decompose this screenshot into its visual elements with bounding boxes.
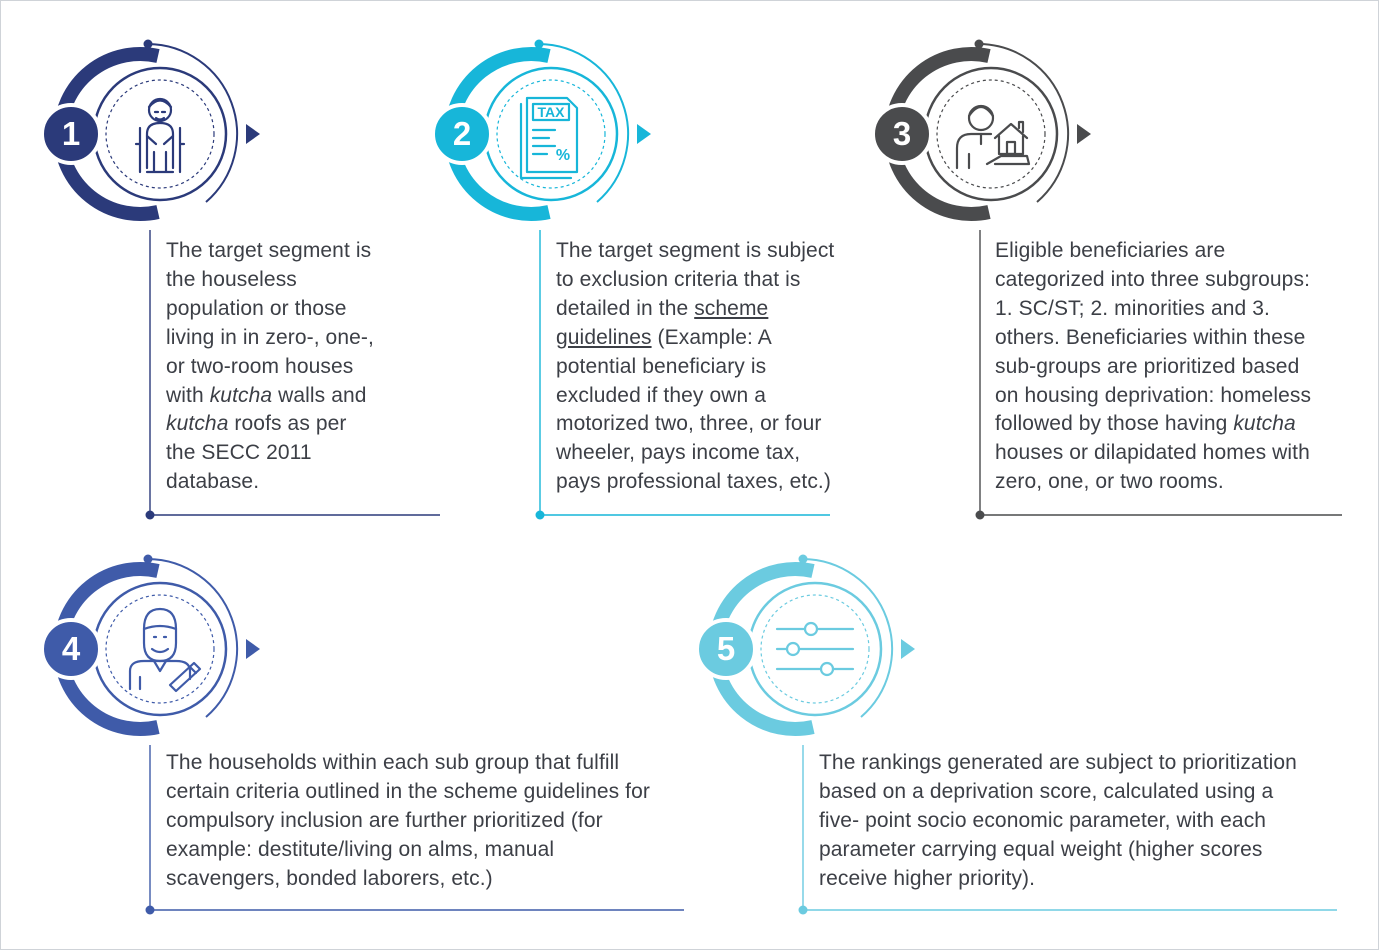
text-segment: to exclusion criteria that is [556, 267, 801, 291]
text-segment: living in in zero-, one-, [166, 325, 374, 349]
step-number-badge: 4 [40, 618, 102, 680]
tax-label: TAX [537, 104, 565, 120]
text-segment: database. [166, 470, 260, 494]
text-segment: excluded if they own a [556, 383, 766, 407]
link-text: guidelines [556, 325, 652, 349]
text-segment: population or those [166, 296, 347, 320]
text-segment: pays professional taxes, etc.) [556, 470, 831, 494]
slider-knob [821, 663, 833, 675]
arc-end-dot [799, 555, 808, 564]
text-segment: the houseless [166, 267, 297, 291]
text-segment: houses or dilapidated homes with [995, 441, 1310, 465]
description-line [819, 836, 1339, 865]
text-segment: The target segment is [166, 239, 372, 262]
text-segment: wheeler, pays income tax, [556, 441, 801, 465]
text-segment: scavengers, bonded laborers, etc.) [166, 866, 493, 890]
text-segment: roofs as per [228, 412, 347, 436]
text-segment: kutcha [1233, 412, 1296, 436]
text-segment: parameter carrying equal weight (higher scores [819, 837, 1263, 861]
text-segment: compulsory inclusion are further prioritized (for [166, 808, 603, 832]
connector-dot [799, 906, 808, 915]
step-description [819, 749, 1339, 894]
text-segment: Eligible beneficiaries are [995, 239, 1226, 262]
text-segment: detailed in the [556, 296, 695, 320]
text-segment: certain criteria outlined in the scheme guidelines for [166, 779, 650, 803]
text-segment: on housing deprivation: homeless [995, 383, 1312, 407]
text-segment: kutcha [209, 383, 273, 407]
text-segment: zero, one, or two rooms. [995, 470, 1224, 494]
step-number-badge: 1 [40, 103, 102, 165]
percent-symbol: % [555, 147, 571, 164]
description-line [819, 778, 1339, 807]
description-line [819, 749, 1339, 778]
text-segment: with [166, 383, 210, 407]
slider-knob [805, 623, 817, 635]
text-segment: or two-room houses [166, 354, 354, 378]
text-segment: receive higher priority). [819, 866, 1036, 890]
slider-knob [787, 643, 799, 655]
text-segment: example: destitute/living on alms, manual [166, 837, 555, 861]
text-segment: 1. SC/ST; 2. minorities and 3. [995, 296, 1270, 320]
text-segment: based on a deprivation score, calculated using a [819, 779, 1274, 803]
text-segment: motorized two, three, or four [556, 412, 822, 436]
text-segment: (Example: A [651, 325, 772, 349]
link-text: scheme [694, 296, 769, 320]
text-segment: sub-groups are prioritized based [995, 354, 1300, 378]
text-segment: the SECC 2011 [166, 441, 312, 465]
text-segment: walls and [272, 383, 367, 407]
pointer-triangle [901, 639, 915, 659]
description-line [819, 807, 1339, 836]
text-segment: The households within each sub group that fulfill [166, 751, 620, 774]
text-segment: The rankings generated are subject to prioritization [819, 751, 1297, 774]
text-segment: followed by those having [995, 412, 1234, 436]
description-line [819, 865, 1339, 894]
step-number-badge: 2 [431, 103, 493, 165]
text-segment: others. Beneficiaries within these [995, 325, 1306, 349]
text-segment: kutcha [166, 412, 229, 436]
text-segment: The target segment is subject [556, 239, 835, 262]
step-number-badge: 3 [871, 103, 933, 165]
text-segment: five- point socio economic parameter, with each [819, 808, 1267, 832]
step-number-badge: 5 [695, 618, 757, 680]
text-segment: potential beneficiary is [556, 354, 767, 378]
text-segment: categorized into three subgroups: [995, 267, 1310, 291]
